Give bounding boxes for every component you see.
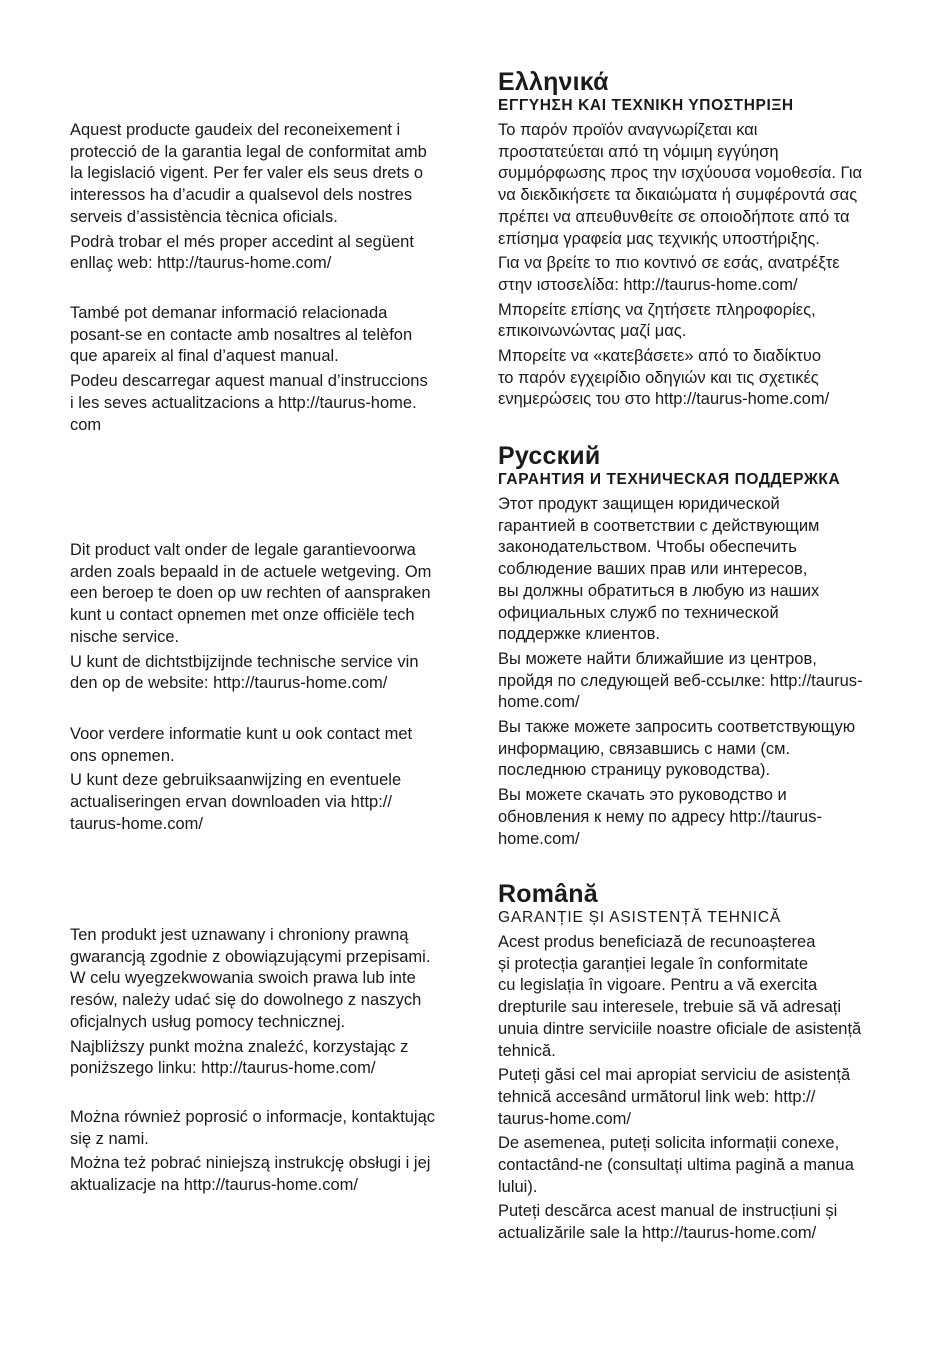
polish-paragraph-download: Można też pobrać niniejszą instrukcję obsługi i jej aktualizacje na http://taurus-home.com/ xyxy=(70,1154,431,1195)
romanian-paragraph-contact: De asemenea, puteți solicita informații conexe, contactând-ne (consultați ultima pagină a manua lului). xyxy=(498,1134,854,1196)
dutch-paragraph-download: U kunt deze gebruiksaanwijzing en eventuele actualiseringen ervan downloaden via http:// taurus-home.com/ xyxy=(70,771,402,833)
greek-paragraph-warranty: Το παρόν προϊόν αναγνωρίζεται και προστατεύεται από τη νόμιμη εγγύηση συμμόρφωσης προς την ισχύουσα νομοθεσία. Για να διεκδικήσετε τα δικαιώματα ή συμφέροντά σας πρέπει να απευθυνθείτε σε οποιοδήποτε από τα επίσημα γραφεία μας τεχνικής υποστήριξης. xyxy=(498,121,863,248)
polish-paragraph-warranty: Ten produkt jest uznawany i chroniony prawną gwarancją zgodnie z obowiązującymi przepisami. W celu wyegzekwowania swoich prawa lub inte resów, należy udać się do dowolnego z naszych oficjalnych usług pomocy technicznej. xyxy=(70,926,431,1031)
catalan-paragraph-warranty: Aquest producte gaudeix del reconeixement i protecció de la garantia legal de conformitat amb la legislació vigent. Per fer valer els seus drets o interessos ha d’acudir a qualsevol dels nostres serveis d’assistència tècnica oficials. xyxy=(70,121,427,226)
dutch-section xyxy=(70,540,475,698)
left-column xyxy=(70,0,475,1348)
romanian-paragraph-warranty: Acest produs beneficiază de recunoașterea și protecția garanției legale în conformitate cu legislația în vigoare. Pentru a vă exercita drepturile sau interesele, trebuie să vă adresați unuia dintre serviciile noastre oficiale de asistență tehnică. xyxy=(498,933,862,1060)
greek-section xyxy=(498,68,903,414)
russian-paragraph-warranty: Этот продукт защищен юридической гарантией в соответствии с действующим законодательством. Чтобы обеспечить соблюдение ваших прав или интересов, вы должны обратиться в любую из наших официальных служб по технической поддержке клиентов. xyxy=(498,495,820,644)
dutch-paragraph-warranty: Dit product valt onder de legale garantievoorwa arden zoals bepaald in de actuele wetgeving. Om een beroep te doen op uw rechten of aanspraken kunt u contact opnemen met onze officiële tech nische service. xyxy=(70,541,432,646)
dutch-paragraph-service-link: U kunt de dichtstbijzijnde technische service vin den op de website: http://taurus-home.com/ xyxy=(70,652,419,693)
right-column xyxy=(498,0,903,1348)
polish-paragraph-service-link: Najbliższy punkt można znaleźć, korzystając z poniższego linku: http://taurus-home.com/ xyxy=(70,1037,409,1078)
catalan-paragraph-download: Podeu descarregar aquest manual d’instruccions i les seves actualitzacions a http://taurus-home. com xyxy=(70,372,428,434)
catalan-section-contact xyxy=(70,303,475,439)
greek-paragraph-download: Μπορείτε να «κατεβάσετε» από το διαδίκτυο το παρόν εγχειρίδιο οδηγιών και τις σχετικές ενημερώσεις του στο http://taurus-home.com/ xyxy=(498,347,830,409)
russian-paragraph-contact: Вы также можете запросить соответствующую информацию, связавшись с нами (см. последнюю страницу руководства). xyxy=(498,718,856,780)
dutch-paragraph-contact: Voor verdere informatie kunt u ook contact met ons opnemen. xyxy=(70,725,413,765)
russian-section xyxy=(498,442,903,853)
catalan-section xyxy=(70,120,475,278)
romanian-language-title: Română xyxy=(498,880,598,908)
russian-language-title: Русский xyxy=(498,442,601,470)
catalan-paragraph-contact: També pot demanar informació relacionada posant-se en contacte amb nosaltres al telèfon que apareix al final d’aquest manual. xyxy=(70,304,413,366)
dutch-section-contact xyxy=(70,724,475,839)
greek-section-title: ΕΓΓΥΗΣΗ ΚΑΙ ΤΕΧΝΙΚΗ ΥΠΟΣΤΗΡΙΞΗ xyxy=(498,97,794,114)
greek-language-title: Ελληνικά xyxy=(498,68,609,96)
russian-paragraph-download: Вы можете скачать это руководство и обновления к нему по адресу http://taurus- home.com/ xyxy=(498,786,822,848)
polish-section-contact xyxy=(70,1107,475,1200)
romanian-section-title: GARANȚIE ȘI ASISTENȚĂ TEHNICĂ xyxy=(498,909,782,926)
catalan-paragraph-service-link: Podrà trobar el més proper accedint al següent enllaç web: http://taurus-home.com/ xyxy=(70,232,414,273)
romanian-paragraph-download: Puteți descărca acest manual de instrucțiuni și actualizările sale la http://taurus-home.com/ xyxy=(498,1202,838,1243)
greek-paragraph-service-link: Για να βρείτε το πιο κοντινό σε εσάς, ανατρέξτε στην ιστοσελίδα: http://taurus-home.com/ xyxy=(498,254,840,294)
russian-section-title: ГАРАНТИЯ И ТЕХНИЧЕСКАЯ ПОДДЕРЖКА xyxy=(498,471,841,488)
romanian-section xyxy=(498,880,903,1248)
romanian-paragraph-service-link: Puteți găsi cel mai apropiat serviciu de asistență tehnică accesând următorul link web: http:// taurus-home.com/ xyxy=(498,1066,851,1128)
polish-section xyxy=(70,925,475,1083)
polish-paragraph-contact: Można również poprosić o informacje, kontaktując się z nami. xyxy=(70,1108,436,1148)
greek-paragraph-contact: Μπορείτε επίσης να ζητήσετε πληροφορίες, επικοινωνώντας μαζί μας. xyxy=(498,300,816,341)
russian-paragraph-service-link: Вы можете найти ближайшие из центров, пройдя по следующей веб-ссылке: http://taurus- home.com/ xyxy=(498,649,863,712)
